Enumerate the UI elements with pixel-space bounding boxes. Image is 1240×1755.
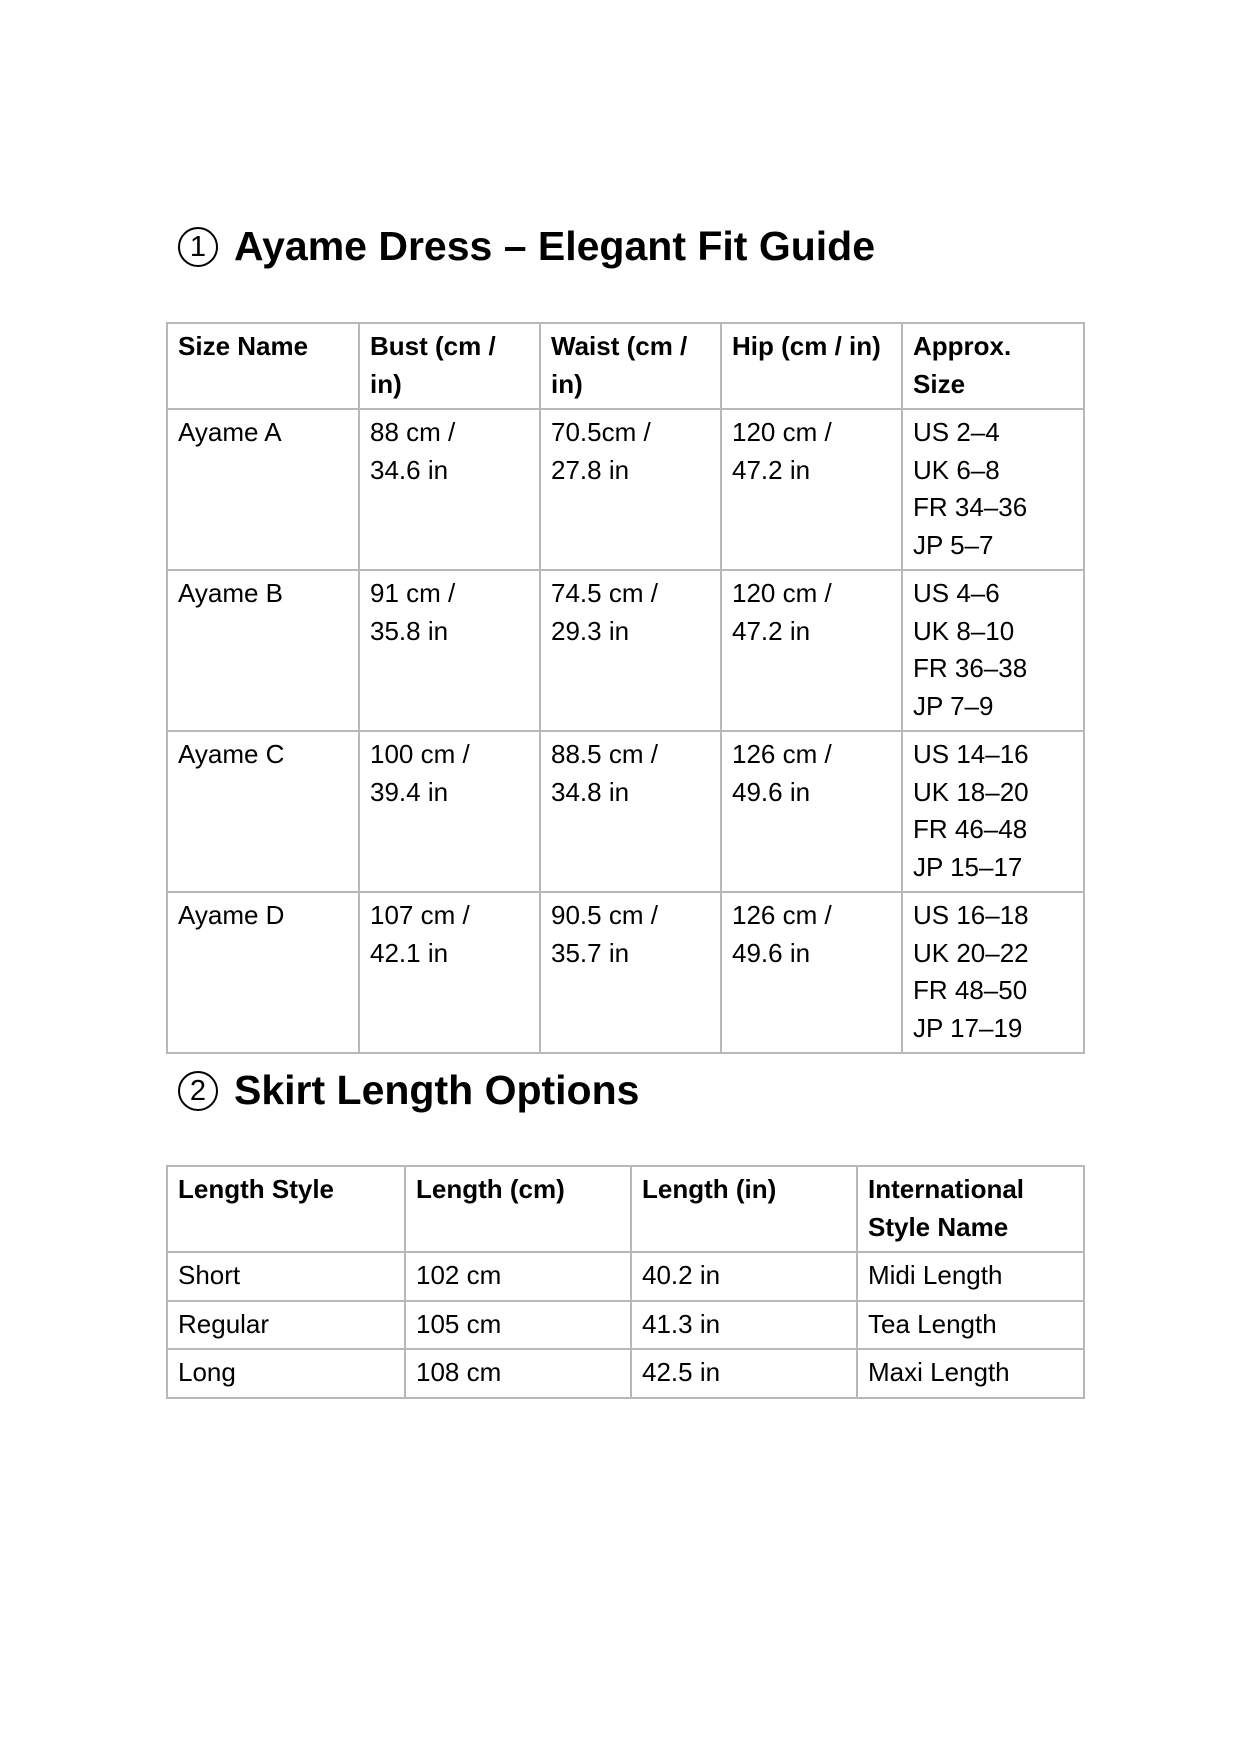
waist-cell: 70.5cm / 27.8 in bbox=[540, 409, 721, 570]
size-name-cell: Ayame D bbox=[167, 892, 359, 1053]
table-header-row bbox=[167, 1166, 1084, 1252]
section-number-badge: 1 bbox=[178, 227, 218, 267]
waist-cell: 74.5 cm / 29.3 in bbox=[540, 570, 721, 731]
length-in-cell: 42.5 in bbox=[631, 1349, 857, 1398]
approx-size-cell: US 16–18 UK 20–22 FR 48–50 JP 17–19 bbox=[902, 892, 1084, 1053]
style-name-cell: Maxi Length bbox=[857, 1349, 1084, 1398]
approx-size-cell: US 4–6 UK 8–10 FR 36–38 JP 7–9 bbox=[902, 570, 1084, 731]
table-row bbox=[167, 731, 1084, 892]
header-hip: Hip (cm / in) bbox=[721, 323, 902, 409]
approx-size-cell: US 14–16 UK 18–20 FR 46–48 JP 15–17 bbox=[902, 731, 1084, 892]
header-bust: Bust (cm / in) bbox=[359, 323, 540, 409]
skirt-length-title-text: Skirt Length Options bbox=[234, 1067, 640, 1113]
header-length-style: Length Style bbox=[167, 1166, 405, 1252]
table-row bbox=[167, 570, 1084, 731]
size-name-cell: Ayame C bbox=[167, 731, 359, 892]
header-approx-size: Approx. Size bbox=[902, 323, 1084, 409]
length-style-cell: Long bbox=[167, 1349, 405, 1398]
fit-guide-title bbox=[178, 223, 876, 269]
table-row bbox=[167, 409, 1084, 570]
bust-cell: 107 cm / 42.1 in bbox=[359, 892, 540, 1053]
table-row bbox=[167, 1252, 1084, 1301]
length-in-cell: 40.2 in bbox=[631, 1252, 857, 1301]
length-cm-cell: 105 cm bbox=[405, 1301, 631, 1350]
style-name-cell: Midi Length bbox=[857, 1252, 1084, 1301]
fit-guide-title-text: Ayame Dress – Elegant Fit Guide bbox=[234, 223, 876, 269]
approx-size-cell: US 2–4 UK 6–8 FR 34–36 JP 5–7 bbox=[902, 409, 1084, 570]
waist-cell: 90.5 cm / 35.7 in bbox=[540, 892, 721, 1053]
header-size-name: Size Name bbox=[167, 323, 359, 409]
bust-cell: 100 cm / 39.4 in bbox=[359, 731, 540, 892]
length-cm-cell: 102 cm bbox=[405, 1252, 631, 1301]
skirt-length-table bbox=[166, 1165, 1085, 1399]
bust-cell: 91 cm / 35.8 in bbox=[359, 570, 540, 731]
waist-cell: 88.5 cm / 34.8 in bbox=[540, 731, 721, 892]
hip-cell: 126 cm / 49.6 in bbox=[721, 731, 902, 892]
length-style-cell: Short bbox=[167, 1252, 405, 1301]
hip-cell: 120 cm / 47.2 in bbox=[721, 570, 902, 731]
table-row bbox=[167, 1349, 1084, 1398]
length-cm-cell: 108 cm bbox=[405, 1349, 631, 1398]
table-row bbox=[167, 892, 1084, 1053]
header-length-cm: Length (cm) bbox=[405, 1166, 631, 1252]
hip-cell: 120 cm / 47.2 in bbox=[721, 409, 902, 570]
header-length-in: Length (in) bbox=[631, 1166, 857, 1252]
size-name-cell: Ayame A bbox=[167, 409, 359, 570]
skirt-length-title bbox=[178, 1067, 640, 1113]
size-name-cell: Ayame B bbox=[167, 570, 359, 731]
style-name-cell: Tea Length bbox=[857, 1301, 1084, 1350]
bust-cell: 88 cm / 34.6 in bbox=[359, 409, 540, 570]
fit-guide-table bbox=[166, 322, 1085, 1054]
section-number-badge: 2 bbox=[178, 1071, 218, 1111]
header-international-style-name: International Style Name bbox=[857, 1166, 1084, 1252]
header-waist: Waist (cm / in) bbox=[540, 323, 721, 409]
length-style-cell: Regular bbox=[167, 1301, 405, 1350]
table-header-row bbox=[167, 323, 1084, 409]
table-row bbox=[167, 1301, 1084, 1350]
length-in-cell: 41.3 in bbox=[631, 1301, 857, 1350]
hip-cell: 126 cm / 49.6 in bbox=[721, 892, 902, 1053]
